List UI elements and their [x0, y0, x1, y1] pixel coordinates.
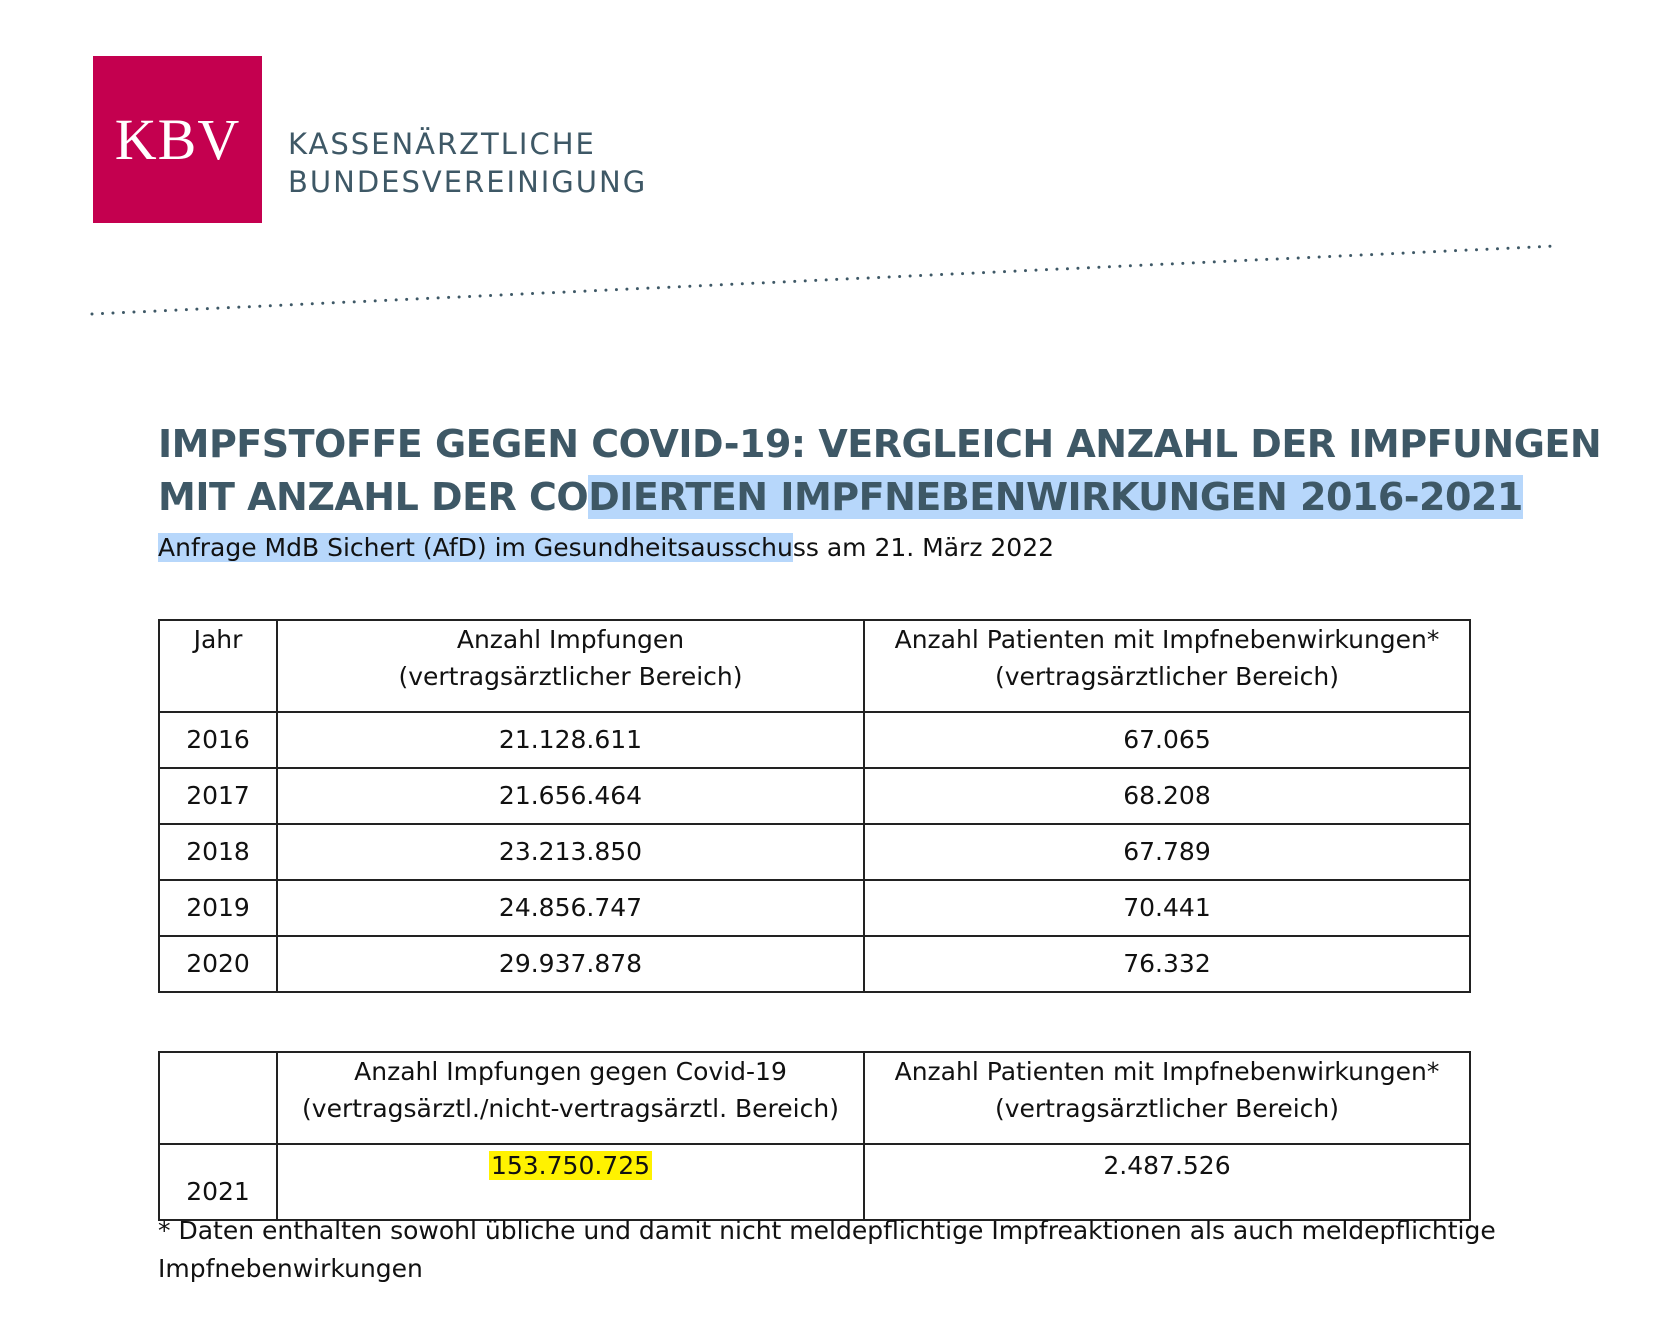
- subtitle-plain: ss am 21. März 2022: [792, 533, 1055, 562]
- header-impfungen-covid-line1: Anzahl Impfungen gegen Covid-19: [354, 1057, 787, 1086]
- table-row: [159, 880, 1470, 936]
- organization-name: [288, 125, 647, 201]
- header-jahr: [159, 620, 277, 712]
- kbv-logo: [93, 56, 262, 223]
- cell-patienten: 76.332: [864, 936, 1470, 992]
- header-patienten: [864, 620, 1470, 712]
- header-empty: [159, 1052, 277, 1144]
- cell-impfungen: 21.656.464: [277, 768, 864, 824]
- logo-text: KBV: [114, 107, 241, 172]
- organization-name-line1: KASSENÄRZTLICHE: [288, 127, 596, 161]
- header-patienten: [864, 1052, 1470, 1144]
- header-impfungen-covid: [277, 1052, 864, 1144]
- table-row: [159, 712, 1470, 768]
- organization-name-line2: BUNDESVEREINIGUNG: [288, 165, 648, 199]
- title-line2: [158, 471, 1608, 524]
- header-jahr-label: Jahr: [193, 625, 243, 654]
- cell-year: 2018: [159, 824, 277, 880]
- subtitle-selected: Anfrage MdB Sichert (AfD) im Gesundheitsausschu: [158, 533, 793, 562]
- cell-impfungen: 21.128.611: [277, 712, 864, 768]
- vaccination-table-2016-2020: [158, 619, 1471, 993]
- document-subtitle: [158, 531, 1054, 565]
- cell-impfungen: 29.937.878: [277, 936, 864, 992]
- title-line1: IMPFSTOFFE GEGEN COVID-19: VERGLEICH ANZAHL DER IMPFUNGEN: [158, 422, 1602, 466]
- header-patienten-line2: (vertragsärztlicher Bereich): [994, 662, 1340, 691]
- cell-patienten: 67.065: [864, 712, 1470, 768]
- cell-patienten: 68.208: [864, 768, 1470, 824]
- highlighted-value: 153.750.725: [490, 1151, 651, 1180]
- title-line2-plain: MIT ANZAHL DER CO: [158, 475, 589, 519]
- header-patienten-line1: Anzahl Patienten mit Impfnebenwirkungen*: [894, 625, 1440, 654]
- title-line2-selected: DIERTEN IMPFNEBENWIRKUNGEN 2016-2021: [588, 475, 1523, 519]
- dotted-divider: [90, 240, 1560, 320]
- cell-year: 2016: [159, 712, 277, 768]
- cell-impfungen: [277, 1144, 864, 1220]
- header-impfungen: [277, 620, 864, 712]
- cell-year: 2021: [159, 1144, 277, 1220]
- table-row: [159, 936, 1470, 992]
- cell-impfungen: 23.213.850: [277, 824, 864, 880]
- header-patienten-line1: Anzahl Patienten mit Impfnebenwirkungen*: [894, 1057, 1440, 1086]
- table-row: [159, 1144, 1470, 1220]
- table-row: [159, 824, 1470, 880]
- cell-patienten: 70.441: [864, 880, 1470, 936]
- footnote: * Daten enthalten sowohl übliche und damit nicht meldepflichtige Impfreaktionen als auch meldepflichtige Impfnebenwirkungen: [158, 1216, 1496, 1283]
- cell-year: 2019: [159, 880, 277, 936]
- cell-patienten: 67.789: [864, 824, 1470, 880]
- table-header-row: [159, 1052, 1470, 1144]
- table-header-row: [159, 620, 1470, 712]
- cell-patienten: 2.487.526: [864, 1144, 1470, 1220]
- cell-year: 2020: [159, 936, 277, 992]
- cell-year: 2017: [159, 768, 277, 824]
- vaccination-table-2021: [158, 1051, 1471, 1221]
- document-title: [158, 418, 1608, 524]
- header-impfungen-line2: (vertragsärztlicher Bereich): [398, 662, 743, 691]
- header-patienten-line2: (vertragsärztlicher Bereich): [994, 1094, 1340, 1123]
- header-impfungen-covid-line2: (vertragsärztl./nicht-vertragsärztl. Bereich): [302, 1094, 839, 1123]
- table-row: [159, 768, 1470, 824]
- header-impfungen-line1: Anzahl Impfungen: [456, 625, 685, 654]
- cell-impfungen: 24.856.747: [277, 880, 864, 936]
